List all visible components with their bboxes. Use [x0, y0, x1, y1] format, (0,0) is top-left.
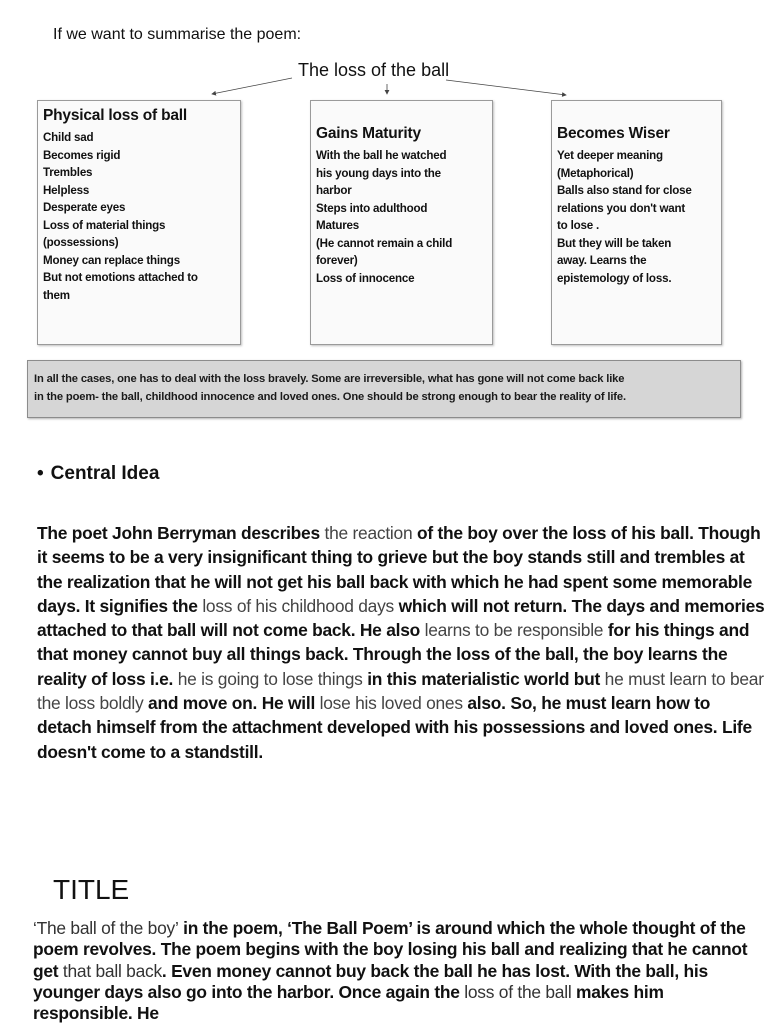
text-segment: of the boy over the loss of his ball. Though it seems to be a very insignificant thing to grieve but the boy stands still and trembles at the realization that he will not get his ball back with which he had spent some memorable days. It signifies the — [37, 523, 761, 616]
title-paragraph — [33, 918, 767, 1024]
box-line: Helpless — [43, 183, 90, 197]
box-line: Yet deeper meaning — [557, 149, 663, 162]
text-segment: also. So, he must learn how to detach himself from the attachment developed with his possessions and loved ones. Life doesn't come to a standstill. — [37, 693, 752, 762]
text-segment: learns to be responsible — [424, 620, 604, 641]
box-line: harbor — [316, 184, 352, 197]
text-segment: The poet John Berryman describes — [37, 523, 325, 543]
box-line: Desperate eyes — [43, 201, 126, 214]
box-line: Loss of material things — [43, 218, 166, 232]
text-segment: makes him responsible. He — [33, 981, 664, 1024]
diagram-center-title: The loss of the ball — [298, 60, 450, 80]
title-heading: TITLE — [53, 874, 130, 905]
box-line: Steps into adulthood — [316, 201, 428, 215]
box-gains-maturity — [310, 100, 493, 345]
arrow-to-becomes-wiser — [446, 80, 566, 95]
box-becomes-wiser — [551, 100, 722, 345]
central-idea-heading — [37, 463, 159, 485]
bullet-icon: • — [37, 463, 44, 484]
box-physical-loss-title: Physical loss of ball — [43, 107, 187, 124]
box-line: forever) — [316, 254, 358, 267]
central-idea-paragraph — [37, 521, 767, 764]
intro-text: If we want to summarise the poem: — [53, 26, 302, 43]
box-line: With the ball he watched — [316, 149, 447, 162]
box-gains-maturity-title: Gains Maturity — [316, 125, 421, 142]
arrow-to-physical-loss — [212, 78, 292, 94]
text-segment: ‘The ball of the boy’ — [33, 918, 179, 938]
central-idea-heading-text: Central Idea — [50, 463, 160, 484]
text-segment: in the poem, ‘The Ball Poem’ is around which the whole thought of the poem revolves. The poem begins with the boy losing his ball and realizing that he cannot get — [33, 918, 748, 981]
text-segment: the reaction — [324, 523, 413, 543]
text-segment: which will not return. The days and memories attached to that ball will not come back. He also — [37, 595, 765, 641]
box-line: to lose . — [557, 219, 600, 232]
box-line: Balls also stand for close — [557, 184, 692, 197]
diagram-arrows — [0, 0, 768, 110]
text-segment: loss of his childhood days — [202, 595, 394, 616]
text-segment: and move on. He will — [143, 693, 320, 714]
box-line: (possessions) — [43, 236, 119, 249]
box-line: relations you don't want — [557, 201, 686, 215]
box-line: his young days into the — [316, 166, 441, 180]
text-segment: in this materialistic world but — [362, 668, 605, 689]
box-line: Loss of innocence — [316, 271, 415, 285]
box-line: Becomes rigid — [43, 148, 121, 162]
text-segment: he must learn to bear the loss boldly — [37, 668, 764, 714]
text-segment: he is going to lose things — [177, 668, 363, 689]
box-line: them — [43, 288, 70, 302]
box-line: (He cannot remain a child — [316, 236, 453, 250]
box-line: away. Learns the — [557, 254, 647, 267]
text-segment: for his things and that money cannot buy all things back. Through the loss of the ball, the boy learns the reality of loss i.e. — [37, 620, 750, 689]
box-line: But not emotions attached to — [43, 271, 198, 284]
text-segment: that ball back — [62, 960, 162, 981]
box-line: Child sad — [43, 131, 94, 144]
box-becomes-wiser-title: Becomes Wiser — [557, 125, 670, 142]
box-line: Money can replace things — [43, 253, 180, 267]
text-segment: lose his loved ones — [319, 693, 463, 714]
box-line: Trembles — [43, 166, 93, 179]
text-segment: loss of the ball — [464, 981, 572, 1002]
box-line: Matures — [316, 219, 360, 232]
box-line: But they will be taken — [557, 236, 672, 250]
box-line: (Metaphorical) — [557, 166, 634, 180]
text-segment: . Even money cannot buy back the ball he has lost. With the ball, his younger days also go into the harbor. Once again the — [33, 960, 708, 1002]
summary-line: in the poem- the ball, childhood innocence and loved ones. One should be strong enough to bear the reality of life. — [34, 390, 626, 403]
summary-box — [27, 360, 741, 418]
box-line: epistemology of loss. — [557, 271, 672, 285]
box-physical-loss — [37, 100, 241, 345]
summary-line: In all the cases, one has to deal with the loss bravely. Some are irreversible, what has gone will not come back like — [34, 373, 625, 385]
